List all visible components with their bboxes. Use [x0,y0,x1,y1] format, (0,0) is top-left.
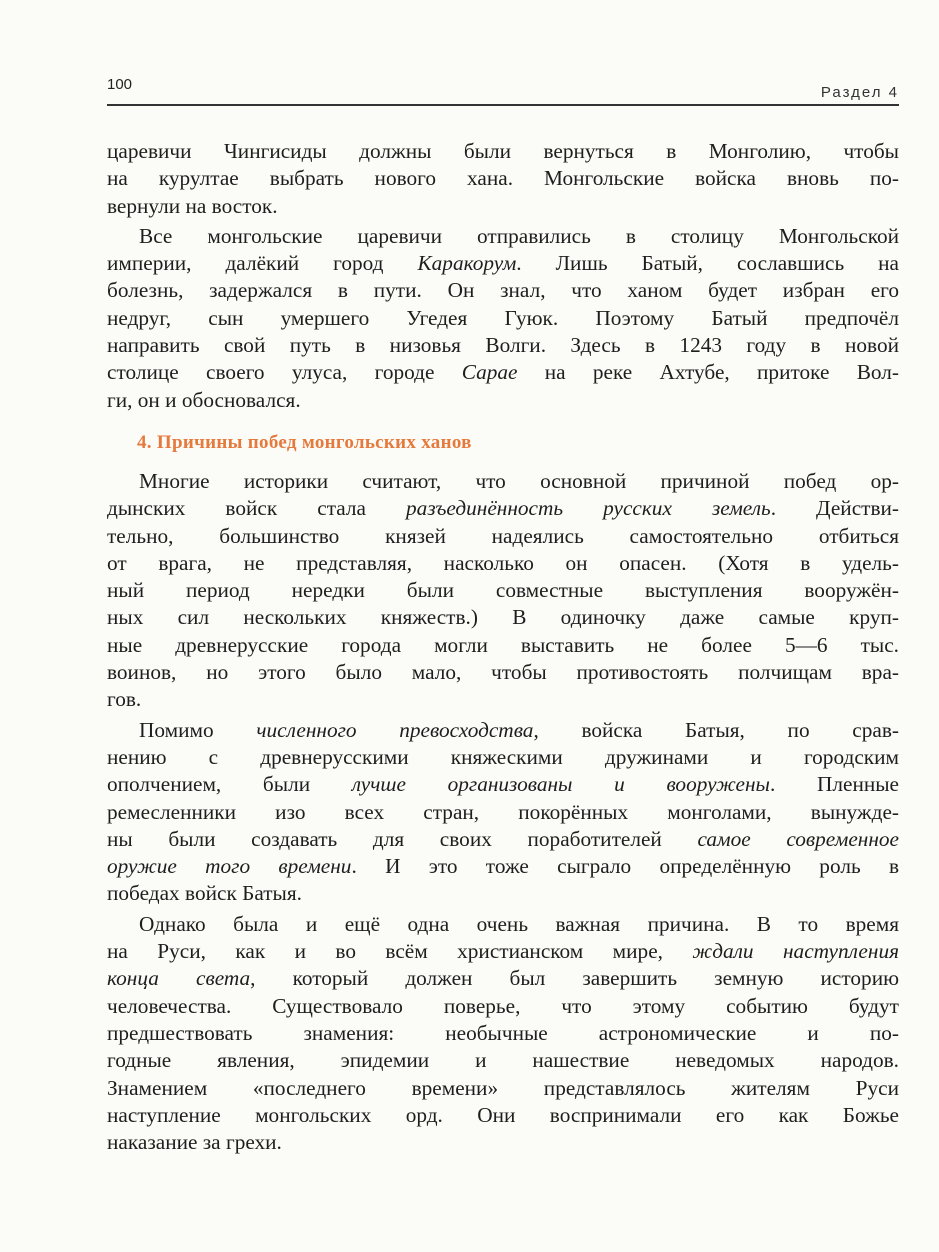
text-segment: ги, он и обосновался. [107,387,301,412]
text-segment: . Действи- [770,496,900,521]
text-line [107,632,899,659]
text-segment: столице своего улуса, городе [107,360,462,385]
text-line [107,686,899,713]
emphasis-text: разъединённость русских земель [406,496,771,521]
text-segment: болезнь, задержался в пути. Он знал, что ханом будет избран его [107,278,899,303]
paragraph [107,717,899,908]
page-number: 100 [107,76,133,93]
paragraph [107,911,899,1157]
text-line [107,965,899,992]
text-segment: империи, далёкий город [107,251,418,276]
text-line [107,1102,899,1129]
text-segment: ный период нередки были совместные выступления вооружён- [107,578,899,603]
text-segment: на курултае выбрать нового хана. Монгольские войска вновь по- [107,166,899,191]
text-segment: Все монгольские царевичи отправились в столицу Монгольской [139,223,899,248]
text-segment: царевичи Чингисиды должны были вернуться в Монголию, чтобы [107,139,899,163]
text-segment: направить свой путь в низовья Волги. Здесь в 1243 году в новой [107,333,899,358]
text-block-after [107,468,899,1156]
text-line [107,799,899,826]
text-segment: наступление монгольских орд. Они воспринимали его как Божье [107,1102,899,1127]
emphasis-text: ждали наступления [692,939,899,964]
text-segment: недруг, сын умершего Угедея Гуюк. Поэтому Батый предпочёл [107,305,899,330]
section-heading: 4. Причины побед монгольских ханов [137,431,472,453]
text-segment: ные древнерусские города могли выставить не более 5—6 тыс. [107,632,899,657]
text-line [107,604,899,631]
emphasis-text: Каракорум [417,251,517,276]
header-rule [107,104,899,106]
paragraph [107,138,899,220]
text-segment: гов. [107,687,142,712]
text-block-before [107,138,899,414]
text-line [107,1047,899,1074]
text-segment: Знамением «последнего времени» представлялось жителям Руси [107,1075,899,1100]
text-segment: , войска Батыя, по срав- [533,717,899,742]
text-segment: тельно, большинство князей надеялись самостоятельно отбиться [107,523,899,548]
text-line [107,1075,899,1102]
text-line [107,1129,899,1156]
text-line [107,193,899,220]
text-line [107,165,899,192]
text-segment: на Руси, как и во всём христианском мире, [107,939,693,964]
text-segment: ных сил нескольких княжеств.) В одиночку даже самые круп- [107,605,899,630]
emphasis-text: конца света [107,966,251,991]
text-line [107,717,899,744]
text-line [107,771,899,798]
emphasis-text: численного превосходства [256,717,534,742]
text-segment: дынских войск стала [107,496,407,521]
text-line [107,993,899,1020]
text-segment: , который должен был завершить земную историю [250,966,900,991]
emphasis-text: оружие того времени [107,854,352,879]
text-line [107,744,899,771]
text-line [107,277,899,304]
text-segment: ремесленники изо всех стран, покорённых монголами, вынужде- [107,799,899,824]
text-segment: воинов, но этого было мало, чтобы противостоять полчищам вра- [107,660,899,685]
text-line [107,880,899,907]
text-segment: Помимо [139,717,257,742]
text-line [107,659,899,686]
text-line [107,1020,899,1047]
text-line [107,523,899,550]
text-line [107,468,899,495]
text-line [107,332,899,359]
text-line [107,305,899,332]
text-line [107,911,899,938]
text-line [107,577,899,604]
text-segment: наказание за грехи. [107,1130,282,1155]
text-segment: . Пленные [769,772,899,797]
text-line [107,826,899,853]
text-segment: Многие историки считают, что основной причиной побед ор- [139,468,899,493]
text-line [107,495,899,522]
paragraph [107,223,899,414]
text-segment: годные явления, эпидемии и нашествие неведомых народов. [107,1048,899,1073]
text-line [107,550,899,577]
page-body [107,138,899,1159]
text-segment: . Лишь Батый, сославшись на [516,251,899,276]
text-line [107,250,899,277]
text-line [107,138,899,165]
text-segment: на реке Ахтубе, притоке Вол- [517,360,899,385]
text-line [107,853,899,880]
text-segment: от врага, не представляя, насколько он опасен. (Хотя в удель- [107,550,899,575]
text-segment: Однако была и ещё одна очень важная причина. В то время [139,911,899,936]
text-segment: победах войск Батыя. [107,881,302,906]
text-segment: ополчением, были [107,772,352,797]
text-line [107,387,899,414]
emphasis-text: Сарае [461,360,518,385]
text-line [107,938,899,965]
text-segment: человечества. Существовало поверье, что этому событию будут [107,993,899,1018]
section-label: Раздел 4 [820,84,899,101]
text-segment: нению с древнерусскими княжескими дружинами и городским [107,744,899,769]
text-segment: . И это тоже сыграло определённую роль в [351,854,899,879]
emphasis-text: самое современное [697,826,899,851]
text-line [107,223,899,250]
paragraph [107,468,899,714]
emphasis-text: лучше организованы и вооружены [351,772,770,797]
text-segment: ны были создавать для своих поработителей [107,826,698,851]
text-line [107,359,899,386]
text-segment: вернули на восток. [107,193,278,218]
text-segment: предшествовать знамения: необычные астрономические и по- [107,1020,899,1045]
